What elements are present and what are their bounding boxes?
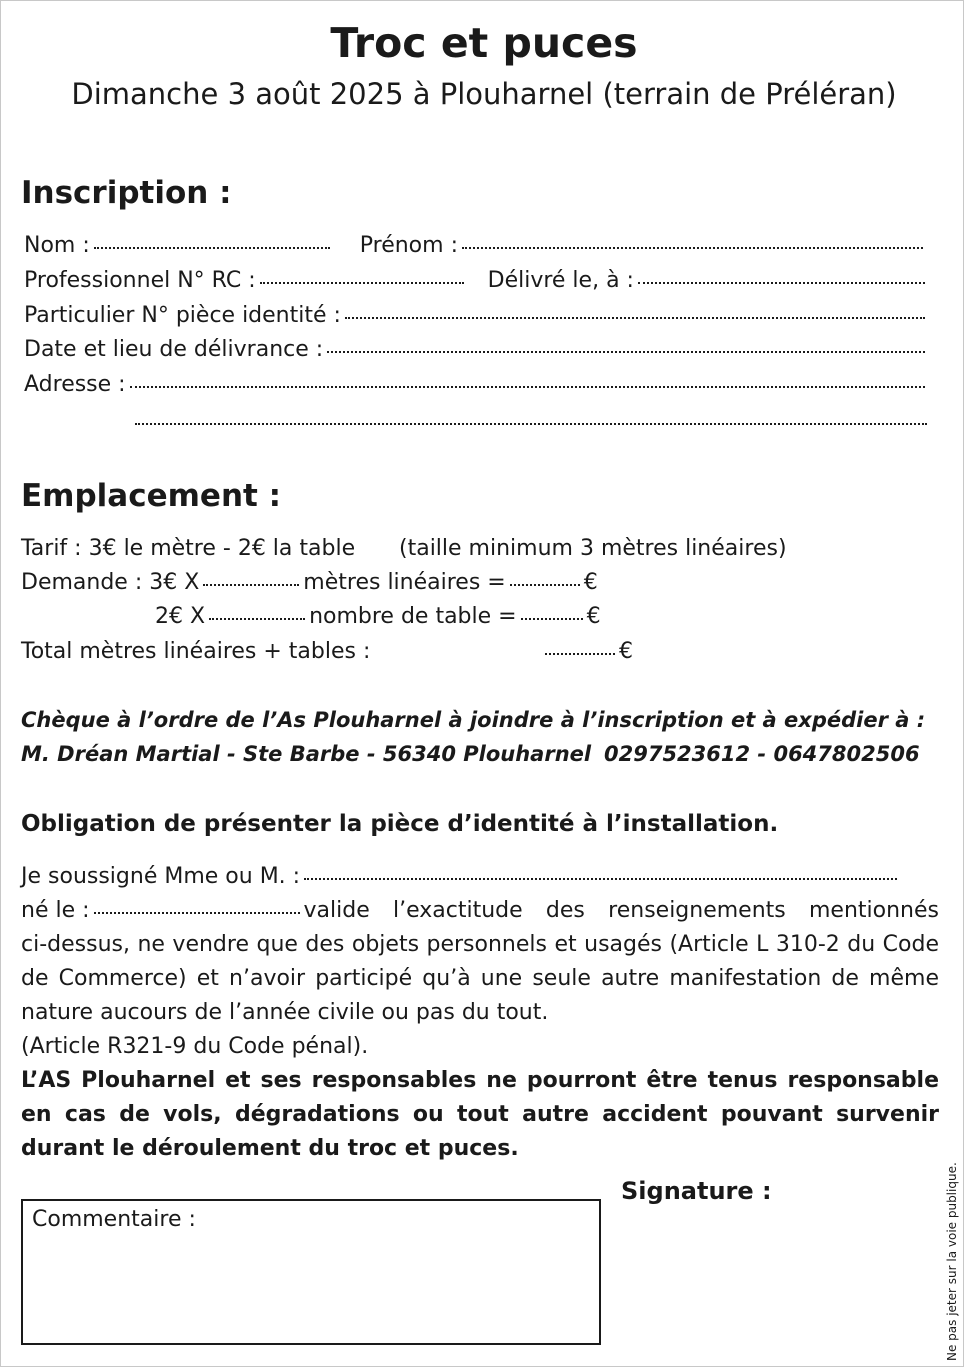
comment-box[interactable] [21,1199,601,1345]
declaration-first-line [21,894,939,928]
declaration-text-first: valide l’exactitude des renseignements mentionnés [303,898,939,923]
adresse-label: Adresse : [24,372,126,397]
payment-address: M. Dréan Martial - Ste Barbe - 56340 Plouharnel [21,742,592,766]
demande-label: Demande : 3€ X [21,570,200,595]
signature-label: Signature : [621,1177,772,1205]
table-quantity-field[interactable] [209,618,305,620]
inscription-heading: Inscription : [21,175,232,211]
tarif-note: (taille minimum 3 mètres linéaires) [399,536,787,561]
page-subtitle: Dimanche 3 août 2025 à Plouharnel (terrain de Préléran) [71,77,897,111]
disclaimer-text: L’AS Plouharnel et ses responsables ne pourront être tenus responsable en cas de vols, dégradations ou tout autre accident pouvant survenir durant le déroulement du troc et puces. [21,1068,939,1161]
obligation-text: Obligation de présenter la pièce d’identité à l’installation. [21,811,779,837]
payment-line1: Chèque à l’ordre de l’As Plouharnel à joindre à l’inscription et à expédier à : [21,708,926,732]
professionnel-row [24,267,929,295]
prenom-field[interactable] [462,247,923,249]
payment-phones: 0297523612 - 0647802506 [604,742,920,766]
delivre-label: Délivré le, à : [487,268,634,293]
demande-row [21,569,598,597]
nom-field[interactable] [94,247,330,249]
professionnel-field[interactable] [260,282,464,284]
page-title: Troc et puces [330,19,638,67]
adresse-row [24,371,929,399]
particulier-label: Particulier N° pièce identité : [24,303,341,328]
table-label: nombre de table = [309,604,517,629]
soussigne-field[interactable] [304,878,897,880]
adresse-field[interactable] [130,386,925,388]
metres-total-field[interactable] [510,584,580,586]
nom-prenom-row [24,232,927,260]
ne-le-label: né le : [21,898,90,923]
adresse-field-line2[interactable] [135,423,927,425]
table-currency: € [586,604,601,629]
table-row [155,603,601,631]
emplacement-heading: Emplacement : [21,478,282,514]
particulier-row [24,302,929,330]
professionnel-label: Professionnel N° RC : [24,268,256,293]
date-lieu-row [24,336,929,364]
date-lieu-label: Date et lieu de délivrance : [24,337,324,362]
metres-currency: € [583,570,598,595]
metres-label: mètres linéaires = [303,570,506,595]
soussigne-row [21,863,901,891]
declaration-article: (Article R321-9 du Code pénal). [21,1034,369,1059]
particulier-field[interactable] [345,317,925,319]
date-lieu-field[interactable] [327,351,925,353]
soussigne-label: Je soussigné Mme ou M. : [21,864,301,889]
declaration-text-rest: ci-dessus, ne vendre que des objets personnels et usagés (Article L 310-2 du Code de Commerce) et n’avoir participé qu’à une seule autre manifestation de même nature aucours de l’année civile ou pas du tout. [21,932,939,1025]
declaration-paragraph [21,894,939,1166]
delivre-field[interactable] [638,282,925,284]
total-row [541,638,633,666]
table-prefix: 2€ X [155,604,206,629]
comment-label: Commentaire : [32,1207,196,1232]
metres-quantity-field[interactable] [203,584,299,586]
nom-label: Nom : [24,233,90,258]
vertical-note: Ne pas jeter sur la voie publique. [945,1162,959,1361]
ne-le-field[interactable] [94,912,300,914]
prenom-label: Prénom : [359,233,458,258]
total-field[interactable] [545,653,615,655]
table-total-field[interactable] [521,618,583,620]
total-label: Total mètres linéaires + tables : [21,639,371,664]
total-currency: € [619,639,633,664]
tarif-text: Tarif : 3€ le mètre - 2€ la table [21,536,356,561]
